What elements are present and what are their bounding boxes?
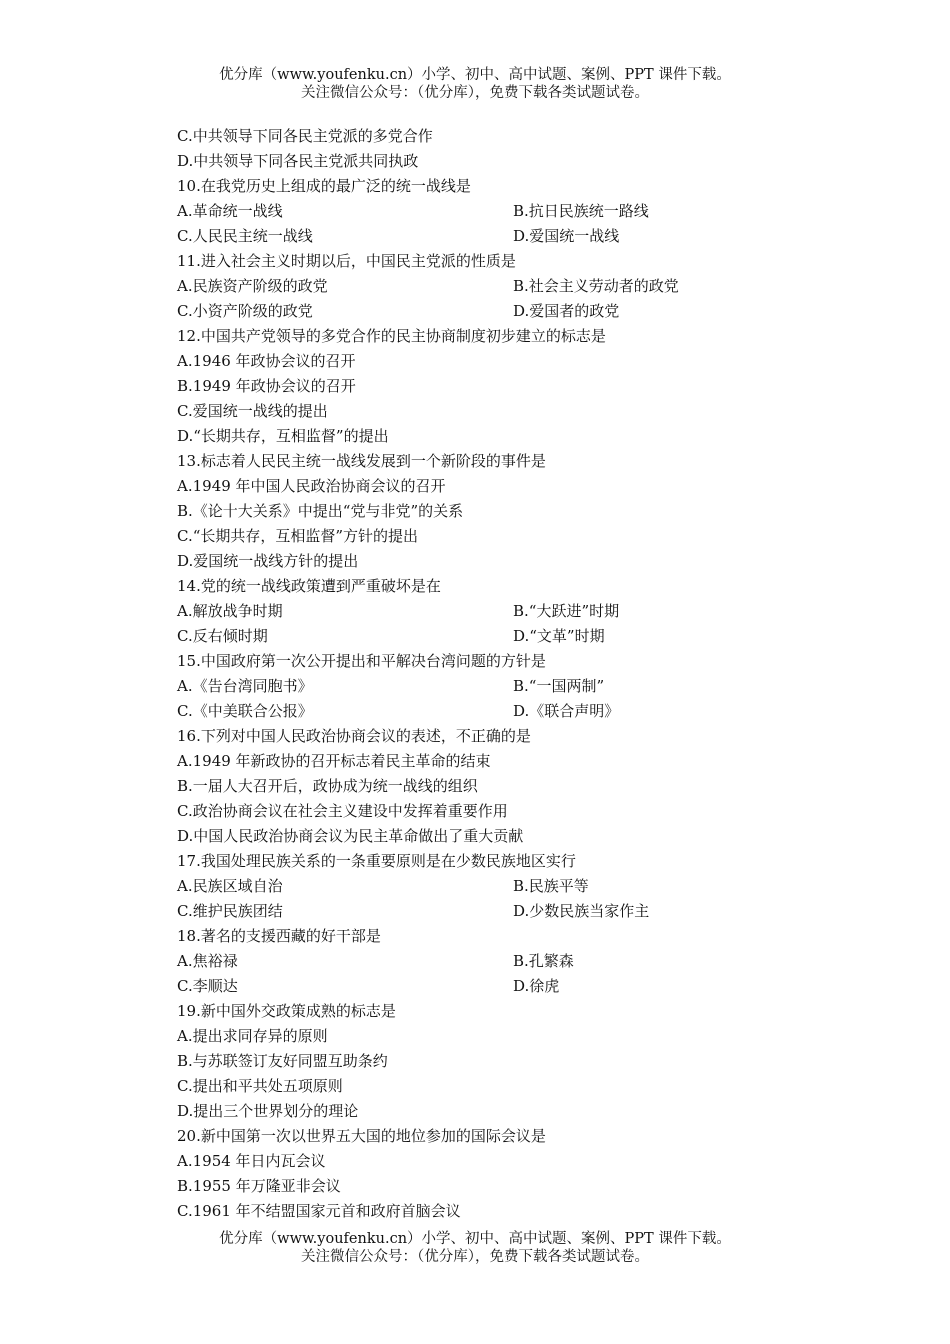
question-10-option-d: D.爱国统一战线	[513, 227, 620, 245]
question-20-stem: 20.新中国第一次以世界五大国的地位参加的国际会议是	[177, 1127, 546, 1145]
question-18-option-c: C.李顺达	[177, 977, 238, 995]
question-18-option-a: A.焦裕禄	[177, 952, 238, 970]
question-14-options-row-1	[177, 599, 877, 624]
footer-line-2: 关注微信公众号：（优分库），免费下载各类试题试卷。	[301, 1249, 649, 1265]
question-17-option-a: A.民族区域自治	[177, 877, 283, 895]
question-11-stem: 11.进入社会主义时期以后，中国民主党派的性质是	[177, 252, 516, 270]
question-13-option-d: D.爱国统一战线方针的提出	[177, 552, 359, 570]
question-18-options-row-2	[177, 974, 877, 999]
question-13-option-a: A.1949 年中国人民政治协商会议的召开	[177, 477, 446, 495]
question-10-options-row-1	[177, 199, 877, 224]
question-17-options-row-2	[177, 899, 877, 924]
question-15-option-b: B.“一国两制”	[513, 677, 605, 695]
question-18-option-d: D.徐虎	[513, 977, 560, 995]
question-17-stem: 17.我国处理民族关系的一条重要原则是在少数民族地区实行	[177, 852, 576, 870]
question-17-option-c: C.维护民族团结	[177, 902, 283, 920]
question-11-options-row-2	[177, 299, 877, 324]
question-15-option-d: D.《联合声明》	[513, 702, 620, 720]
question-15-option-a: A.《告台湾同胞书》	[177, 677, 313, 695]
question-19-option-b: B.与苏联签订友好同盟互助条约	[177, 1052, 388, 1070]
question-13-option-c: C.“长期共存，互相监督”方针的提出	[177, 527, 419, 545]
question-19-option-d: D.提出三个世界划分的理论	[177, 1102, 359, 1120]
question-list	[177, 124, 877, 1224]
footer-line-1: 优分库（www.youfenku.cn）小学、初中、高中试题、案例、PPT 课件下载。	[219, 1231, 731, 1247]
question-12-option-a: A.1946 年政协会议的召开	[177, 352, 356, 370]
question-16-option-c: C.政治协商会议在社会主义建设中发挥着重要作用	[177, 802, 508, 820]
question-17-options-row-1	[177, 874, 877, 899]
question-15-stem: 15.中国政府第一次公开提出和平解决台湾问题的方针是	[177, 652, 546, 670]
question-20-option-b: B.1955 年万隆亚非会议	[177, 1177, 341, 1195]
question-13-stem: 13.标志着人民民主统一战线发展到一个新阶段的事件是	[177, 452, 546, 470]
question-20-option-c: C.1961 年不结盟国家元首和政府首脑会议	[177, 1202, 461, 1220]
question-12-option-d: D.“长期共存，互相监督”的提出	[177, 427, 389, 445]
question-14-option-c: C.反右倾时期	[177, 627, 268, 645]
question-11-options-row-1	[177, 274, 877, 299]
question-11-option-a: A.民族资产阶级的政党	[177, 277, 328, 295]
question-13-option-b: B.《论十大关系》中提出“党与非党”的关系	[177, 502, 464, 520]
question-16-option-d: D.中国人民政治协商会议为民主革命做出了重大贡献	[177, 827, 524, 845]
question-10-option-a: A.革命统一战线	[177, 202, 283, 220]
question-14-option-d: D.“文革”时期	[513, 627, 605, 645]
question-20-option-a: A.1954 年日内瓦会议	[177, 1152, 326, 1170]
question-14-option-a: A.解放战争时期	[177, 602, 283, 620]
question-19-option-a: A.提出求同存异的原则	[177, 1027, 328, 1045]
question-11-option-b: B.社会主义劳动者的政党	[513, 277, 679, 295]
question-19-stem: 19.新中国外交政策成熟的标志是	[177, 1002, 396, 1020]
question-16-option-b: B.一届人大召开后，政协成为统一战线的组织	[177, 777, 478, 795]
question-10-option-c: C.人民民主统一战线	[177, 227, 313, 245]
carryover-option-d: D.中共领导下同各民主党派共同执政	[177, 152, 419, 170]
question-10-options-row-2	[177, 224, 877, 249]
question-17-option-b: B.民族平等	[513, 877, 589, 895]
question-16-option-a: A.1949 年新政协的召开标志着民主革命的结束	[177, 752, 491, 770]
question-14-option-b: B.“大跃进”时期	[513, 602, 620, 620]
question-12-stem: 12.中国共产党领导的多党合作的民主协商制度初步建立的标志是	[177, 327, 606, 345]
header-line-1: 优分库（www.youfenku.cn）小学、初中、高中试题、案例、PPT 课件下载。	[219, 67, 731, 83]
question-12-option-b: B.1949 年政协会议的召开	[177, 377, 356, 395]
question-15-option-c: C.《中美联合公报》	[177, 702, 313, 720]
header-line-2: 关注微信公众号：（优分库），免费下载各类试题试卷。	[301, 85, 649, 101]
question-17-option-d: D.少数民族当家作主	[513, 902, 650, 920]
question-11-option-d: D.爱国者的政党	[513, 302, 620, 320]
question-19-option-c: C.提出和平共处五项原则	[177, 1077, 343, 1095]
question-14-stem: 14.党的统一战线政策遭到严重破坏是在	[177, 577, 441, 595]
question-10-stem: 10.在我党历史上组成的最广泛的统一战线是	[177, 177, 471, 195]
question-15-options-row-1	[177, 674, 877, 699]
question-14-options-row-2	[177, 624, 877, 649]
question-15-options-row-2	[177, 699, 877, 724]
question-18-stem: 18.著名的支援西藏的好干部是	[177, 927, 381, 945]
question-12-option-c: C.爱国统一战线的提出	[177, 402, 328, 420]
page-footer	[0, 1230, 950, 1266]
question-10-option-b: B.抗日民族统一路线	[513, 202, 649, 220]
carryover-option-c: C.中共领导下同各民主党派的多党合作	[177, 127, 433, 145]
question-16-stem: 16.下列对中国人民政治协商会议的表述，不正确的是	[177, 727, 531, 745]
question-11-option-c: C.小资产阶级的政党	[177, 302, 313, 320]
question-18-option-b: B.孔繁森	[513, 952, 574, 970]
question-18-options-row-1	[177, 949, 877, 974]
page-header	[0, 66, 950, 102]
